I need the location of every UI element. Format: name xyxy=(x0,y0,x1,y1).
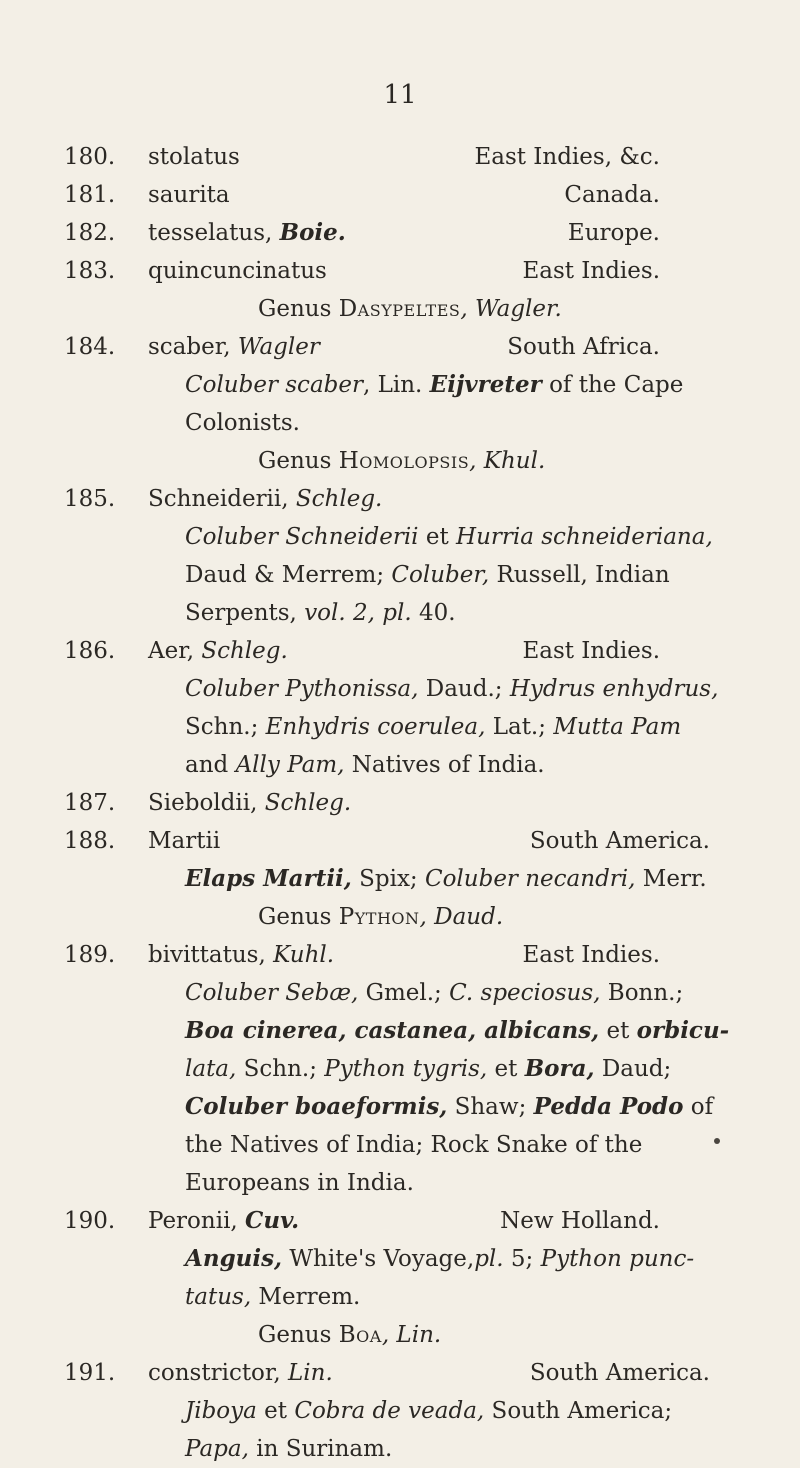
synonym: Anguis, xyxy=(185,1245,283,1272)
genus-author: , Wagler. xyxy=(460,296,562,322)
synonym-line xyxy=(0,1392,800,1430)
synonym-text: Merr. xyxy=(635,866,707,892)
species-author: Lin. xyxy=(288,1360,333,1386)
synonym: Coluber Schneiderii xyxy=(185,524,419,550)
synonym: Bora, xyxy=(524,1055,595,1082)
synonym-text: of xyxy=(683,1094,714,1120)
ink-speck xyxy=(714,1138,720,1144)
synonym: Python tygris, xyxy=(324,1056,488,1082)
list-item xyxy=(0,214,800,252)
synonym-line xyxy=(0,708,800,746)
entry-number: 181. xyxy=(64,182,116,208)
list-item xyxy=(0,252,800,290)
synonym-text: Europeans in India. xyxy=(185,1170,414,1196)
synonym-text: Bonn.; xyxy=(600,980,684,1006)
entry-number: 185. xyxy=(64,486,116,512)
entry-number: 191. xyxy=(64,1360,116,1386)
synonym: Coluber Pythonissa, xyxy=(185,676,419,702)
entry-number: 183. xyxy=(64,258,116,284)
vernacular-name: Jiboya xyxy=(185,1398,257,1424)
synonym-text: Shaw; xyxy=(447,1094,534,1120)
synonym: Coluber Sebæ, xyxy=(185,980,359,1006)
synonym-line xyxy=(0,1164,800,1202)
synonym: Enhydris coerulea, xyxy=(265,714,486,740)
synonym-text: et xyxy=(487,1056,525,1082)
species-epithet: tesselatus, xyxy=(148,220,280,246)
synonym: Coluber boaeformis, xyxy=(185,1093,448,1120)
synonym-text: Daud; xyxy=(594,1056,672,1082)
list-item xyxy=(0,1354,800,1392)
synonym-text: Colonists. xyxy=(185,410,300,436)
list-item xyxy=(0,936,800,974)
synonym-line xyxy=(0,1240,800,1278)
synonym-line xyxy=(0,1012,800,1050)
vernacular-name: Pedda Podo xyxy=(533,1093,684,1120)
species-name: stolatus xyxy=(148,144,240,170)
synonym-text: Natives of India. xyxy=(344,752,545,778)
species-author: Schleg. xyxy=(295,486,383,512)
species-name: Peronii, xyxy=(148,1208,246,1234)
synonym: Hydrus enhydrus, xyxy=(509,676,719,702)
synonym: Python punc- xyxy=(540,1246,695,1272)
species-author: Schleg. xyxy=(264,790,352,816)
synonym-line xyxy=(0,860,800,898)
locality: South America. xyxy=(529,1360,710,1386)
entry-number: 188. xyxy=(64,828,116,854)
synonym-text: Schn.; xyxy=(185,714,266,740)
synonym-line xyxy=(0,1430,800,1468)
vernacular-name: Cobra de veada, xyxy=(294,1398,485,1424)
reference: vol. 2, pl. xyxy=(304,600,412,626)
genus-heading xyxy=(0,290,800,328)
synonym: C. speciosus, xyxy=(449,980,601,1006)
genus-heading xyxy=(0,442,800,480)
vernacular-name: Mutta Pam xyxy=(553,714,682,740)
synonym-text: Daud.; xyxy=(418,676,510,702)
synonym-line xyxy=(0,518,800,556)
locality: South Africa. xyxy=(507,334,660,360)
synonym: Elaps Martii, xyxy=(185,865,352,892)
synonym-text: Spix; xyxy=(351,866,425,892)
genus-name: Boa xyxy=(338,1322,382,1348)
locality: Europe. xyxy=(567,220,660,246)
synonym-text: Russell, Indian xyxy=(489,562,670,588)
synonym: Hurria schneideriana, xyxy=(456,524,713,550)
synonym-line xyxy=(0,1088,800,1126)
species-name: constrictor, xyxy=(148,1360,288,1386)
synonym: orbicu- xyxy=(636,1017,730,1044)
synonym-text: Schn.; xyxy=(236,1056,325,1082)
species-author: Schleg. xyxy=(201,638,288,664)
genus-prefix: Genus xyxy=(258,1322,339,1348)
species-name xyxy=(148,214,346,252)
entry-number: 189. xyxy=(64,942,116,968)
genus-heading xyxy=(0,898,800,936)
vernacular-name: Eijvreter xyxy=(429,371,542,398)
synonym-text: White's Voyage, xyxy=(282,1246,475,1272)
list-item xyxy=(0,138,800,176)
reference: pl. xyxy=(474,1246,504,1272)
synonym-line xyxy=(0,594,800,632)
locality: East Indies. xyxy=(522,942,660,968)
synonym-line xyxy=(0,366,800,404)
species-name: Schneiderii, xyxy=(148,486,296,512)
synonym-text: Daud & Merrem; xyxy=(185,562,392,588)
entry-number: 180. xyxy=(64,144,116,170)
genus-name: Homolopsis xyxy=(338,448,470,474)
synonym-text: Gmel.; xyxy=(358,980,450,1006)
synonym-text: , Lin. xyxy=(362,372,430,398)
synonym: Boa cinerea, castanea, albicans, xyxy=(185,1017,600,1044)
locality: East Indies. xyxy=(522,258,660,284)
vernacular-name: Papa, xyxy=(185,1436,249,1462)
genus-prefix: Genus xyxy=(258,904,339,930)
genus-name: Dasypeltes xyxy=(338,296,461,322)
species-name: Sieboldii, xyxy=(148,790,265,816)
synonym-text: Lat.; xyxy=(485,714,554,740)
locality: Canada. xyxy=(564,182,660,208)
synonym-text: 5; xyxy=(503,1246,541,1272)
species-name: Martii xyxy=(148,828,221,854)
synonym: lata, xyxy=(185,1056,237,1082)
synonym-line xyxy=(0,974,800,1012)
synonym: Coluber scaber xyxy=(185,372,363,398)
entry-number: 186. xyxy=(64,638,116,664)
locality: East Indies, &c. xyxy=(474,144,660,170)
synonym-line xyxy=(0,1126,800,1164)
entry-number: 187. xyxy=(64,790,116,816)
list-item xyxy=(0,1202,800,1240)
synonym-text: 40. xyxy=(411,600,456,626)
locality: New Holland. xyxy=(500,1208,660,1234)
species-list xyxy=(0,138,800,1468)
entry-number: 190. xyxy=(64,1208,116,1234)
list-item xyxy=(0,328,800,366)
synonym: Coluber, xyxy=(391,562,490,588)
synonym-line xyxy=(0,670,800,708)
locality: East Indies. xyxy=(522,638,660,664)
species-author: Boie. xyxy=(279,219,346,246)
genus-prefix: Genus xyxy=(258,448,339,474)
synonym-line xyxy=(0,404,800,442)
list-item xyxy=(0,632,800,670)
synonym-text: Merrem. xyxy=(251,1284,361,1310)
list-item xyxy=(0,480,800,518)
genus-prefix: Genus xyxy=(258,296,339,322)
synonym-text: and xyxy=(185,752,236,778)
synonym-line xyxy=(0,556,800,594)
synonym-text: in Surinam. xyxy=(248,1436,393,1462)
species-name: saurita xyxy=(148,182,230,208)
synonym-text: South America; xyxy=(484,1398,673,1424)
list-item xyxy=(0,176,800,214)
synonym-text: Serpents, xyxy=(185,600,305,626)
entry-number: 184. xyxy=(64,334,116,360)
genus-author: , Lin. xyxy=(381,1322,442,1348)
synonym-line xyxy=(0,746,800,784)
synonym-line xyxy=(0,1050,800,1088)
genus-heading xyxy=(0,1316,800,1354)
synonym-text: et xyxy=(256,1398,295,1424)
genus-name: Python xyxy=(338,904,420,930)
entry-number: 182. xyxy=(64,220,116,246)
synonym-text: et xyxy=(418,524,457,550)
species-name: quincuncinatus xyxy=(148,258,327,284)
synonym-text: et xyxy=(599,1018,637,1044)
genus-author: , Daud. xyxy=(419,904,504,930)
page-number: 11 xyxy=(383,80,417,110)
species-author: Wagler xyxy=(237,334,320,360)
species-name: Aer, xyxy=(148,638,202,664)
species-author: Cuv. xyxy=(245,1207,300,1234)
synonym-text: of the Cape xyxy=(541,372,684,398)
synonym: tatus, xyxy=(185,1284,252,1310)
synonym-text: the Natives of India; Rock Snake of the xyxy=(185,1132,643,1158)
synonym-line xyxy=(0,1278,800,1316)
synonym: Coluber necandri, xyxy=(424,866,636,892)
vernacular-name: Ally Pam, xyxy=(235,752,345,778)
list-item xyxy=(0,822,800,860)
list-item xyxy=(0,784,800,822)
locality: South America. xyxy=(529,828,710,854)
species-name: bivittatus, xyxy=(148,942,274,968)
species-name: scaber, xyxy=(148,334,238,360)
genus-author: , Khul. xyxy=(469,448,546,474)
species-author: Kuhl. xyxy=(273,942,335,968)
